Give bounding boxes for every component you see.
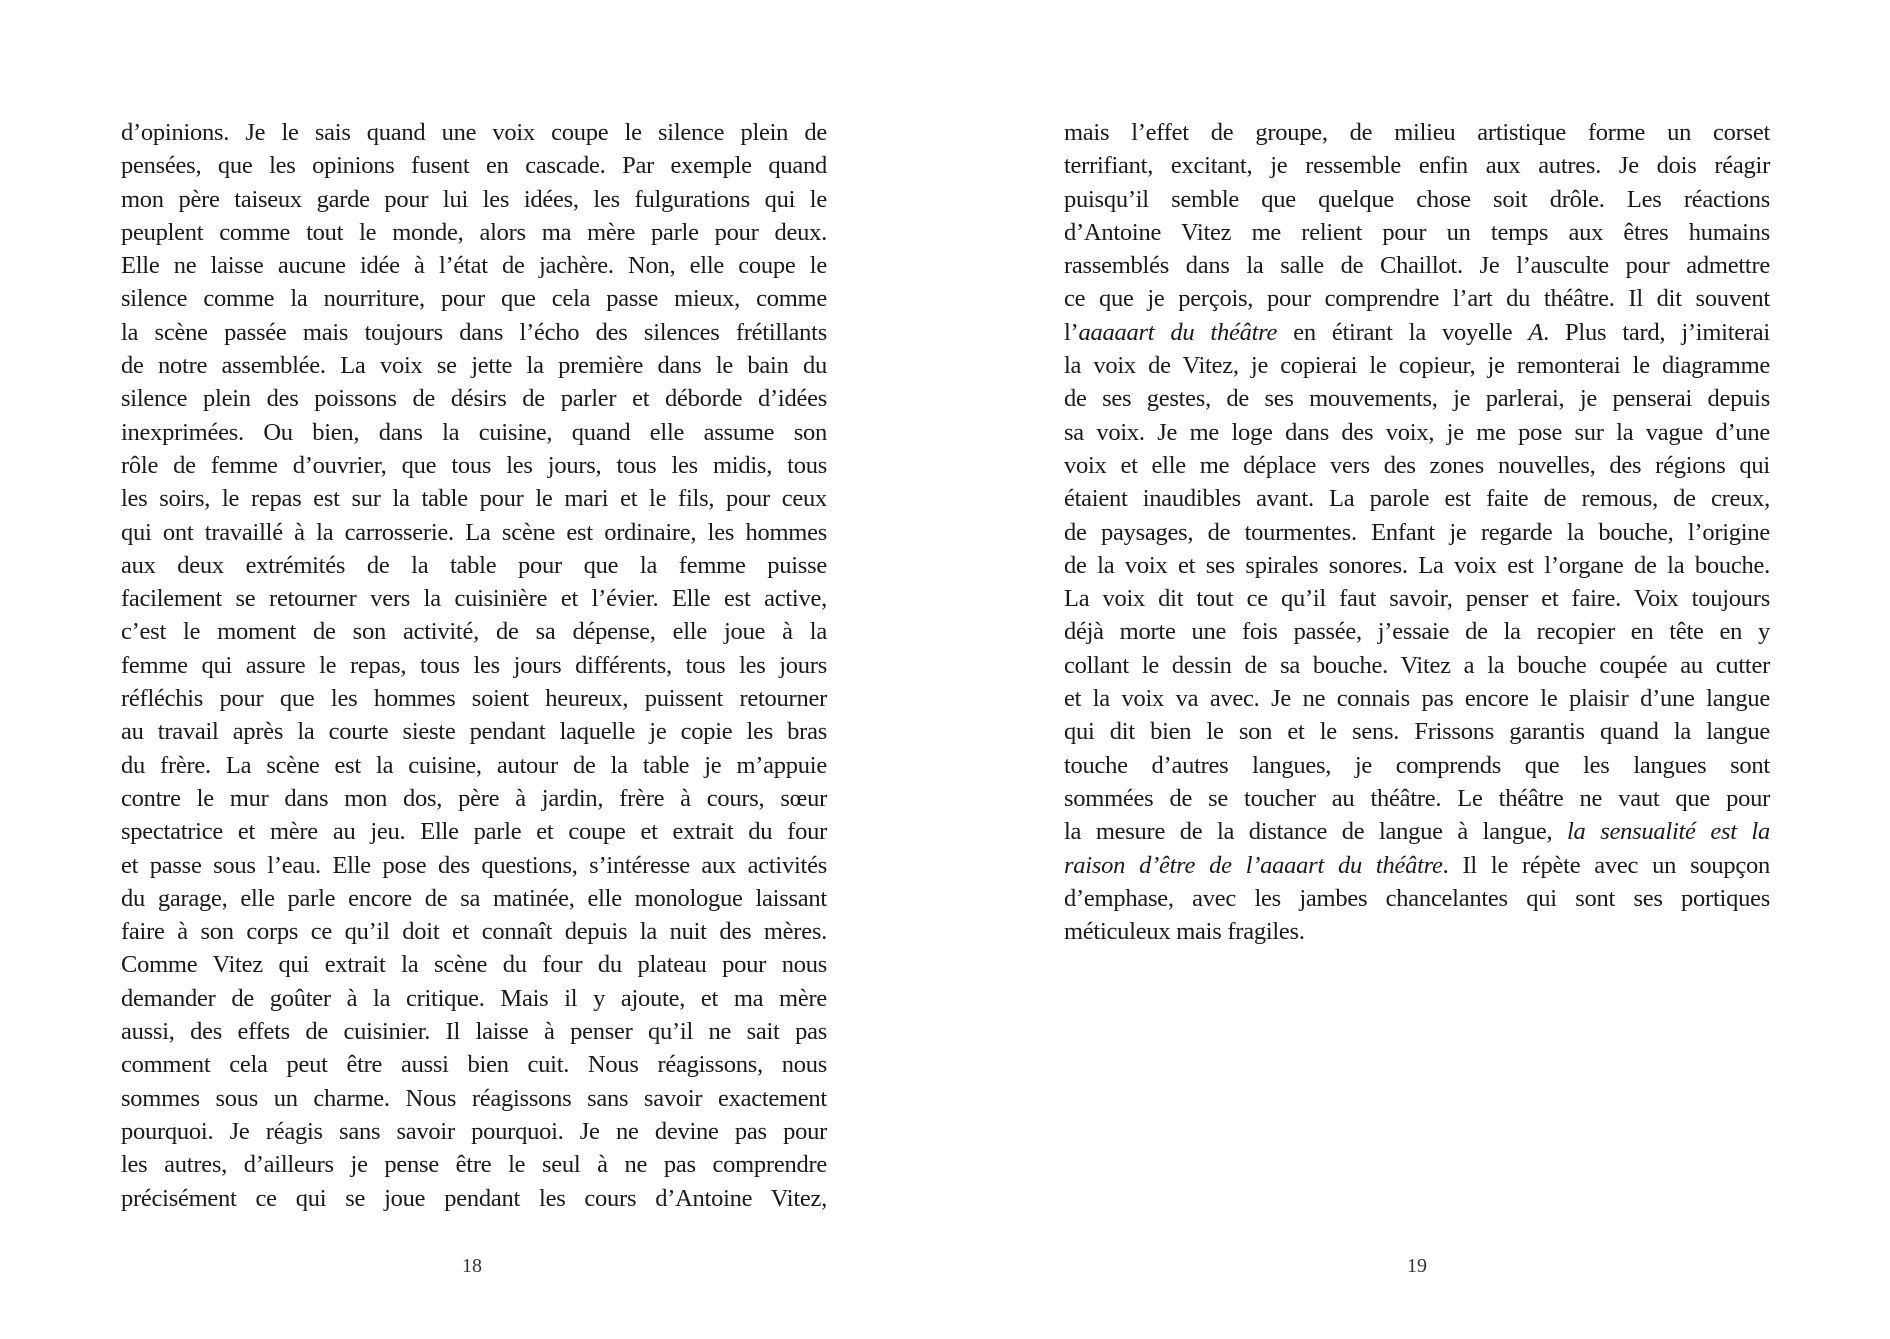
text-line (1064, 615, 1770, 648)
text-line: mon père taiseux garde pour lui les idées, les fulgurations qui le (121, 185, 827, 213)
text-segment: en étirant la voyelle (1277, 318, 1529, 346)
text-line (1064, 549, 1770, 582)
text-line (1064, 682, 1770, 715)
text-line: aux deux extrémités de la table pour que la femme puisse (121, 551, 827, 579)
text-line (1064, 882, 1770, 915)
text-segment: qui dit bien le son et le sens. Frissons garantis quand la langue (1064, 718, 1770, 746)
text-line: contre le mur dans mon dos, père à jardin, frère à cours, sœur (121, 784, 827, 812)
text-line (1064, 149, 1770, 182)
text-line: sommes sous un charme. Nous réagissons sans savoir exactement (121, 1084, 827, 1112)
text-line: pourquoi. Je réagis sans savoir pourquoi. Je ne devine pas pour (121, 1117, 827, 1145)
text-line: c’est le moment de son activité, de sa dépense, elle joue à la (121, 618, 827, 646)
text-line: spectatrice et mère au jeu. Elle parle et coupe et extrait du four (121, 818, 827, 846)
text-line: comment cela peut être aussi bien cuit. Nous réagissons, nous (121, 1051, 827, 1079)
text-line: les autres, d’ailleurs je pense être le seul à ne pas comprendre (121, 1151, 827, 1179)
text-line: faire à son corps ce qu’il doit et connaît depuis la nuit des mères. (121, 918, 827, 946)
page-number-right: 19 (1407, 1255, 1427, 1277)
text-line (1064, 116, 1770, 149)
text-line: facilement se retourner vers la cuisinière et l’évier. Elle est active, (121, 585, 827, 613)
left-page-body-text (121, 116, 827, 1215)
text-segment: sa voix. Je me loge dans des voix, je me pose sur la vague d’une (1064, 418, 1770, 446)
italic-text-segment: A (1528, 318, 1544, 346)
text-line (1064, 216, 1770, 249)
text-line (1064, 582, 1770, 615)
text-line: d’opinions. Je le sais quand une voix coupe le silence plein de (121, 119, 827, 146)
text-line (1064, 183, 1770, 216)
italic-text-segment: la sensualité est la (1567, 818, 1770, 846)
text-line (1064, 749, 1770, 782)
text-line (1064, 482, 1770, 515)
text-segment: terrifiant, excitant, je ressemble enfin aux autres. Je dois réagir (1064, 152, 1770, 180)
text-segment: rassemblés dans la salle de Chaillot. Je l’ausculte pour admettre (1064, 252, 1770, 280)
page-number-left: 18 (462, 1255, 482, 1277)
text-line: pensées, que les opinions fusent en cascade. Par exemple quand (121, 152, 827, 180)
text-segment: collant le dessin de sa bouche. Vitez a la bouche coupée au cutter (1064, 651, 1770, 679)
text-line: silence comme la nourriture, pour que cela passe mieux, comme (121, 285, 827, 313)
text-line: femme qui assure le repas, tous les jours différents, tous les jours (121, 651, 827, 679)
text-segment: de la voix et ses spirales sonores. La voix est l’organe de la bouche. (1064, 551, 1770, 579)
text-line (1064, 449, 1770, 482)
italic-text-segment: raison d’être de l’aaaart du théâtre (1064, 851, 1443, 879)
text-segment: d’Antoine Vitez me relient pour un temps aux êtres humains (1064, 218, 1770, 246)
text-line: rôle de femme d’ouvrier, que tous les jours, tous les midis, tous (121, 451, 827, 479)
text-line (1064, 782, 1770, 815)
text-segment: et la voix va avec. Je ne connais pas encore le plaisir d’une langue (1064, 685, 1770, 713)
text-segment: La voix dit tout ce qu’il faut savoir, penser et faire. Voix toujours (1064, 585, 1770, 613)
italic-text-segment: aaaaart du théâtre (1078, 318, 1278, 346)
text-line: Comme Vitez qui extrait la scène du four du plateau pour nous (121, 951, 827, 979)
text-segment: sommées de se toucher au théâtre. Le théâtre ne vaut que pour (1064, 784, 1770, 812)
text-segment: touche d’autres langues, je comprends que les langues sont (1064, 751, 1770, 779)
text-segment: mais l’effet de groupe, de milieu artistique forme un corset (1064, 119, 1770, 146)
text-line (1064, 416, 1770, 449)
text-line: inexprimées. Ou bien, dans la cuisine, quand elle assume son (121, 418, 827, 446)
text-segment: de ses gestes, de ses mouvements, je parlerai, je penserai depuis (1064, 385, 1770, 413)
text-segment: la mesure de la distance de langue à langue, (1064, 818, 1567, 846)
text-segment: la voix de Vitez, je copierai le copieur, je remonterai le diagramme (1064, 352, 1770, 380)
text-line: Elle ne laisse aucune idée à l’état de jachère. Non, elle coupe le (121, 252, 827, 280)
text-line (1064, 915, 1770, 948)
text-line (1064, 715, 1770, 748)
text-segment: l’ (1064, 318, 1079, 346)
text-line: précisément ce qui se joue pendant les cours d’Antoine Vitez, (121, 1184, 827, 1212)
text-line: silence plein des poissons de désirs de parler et déborde d’idées (121, 385, 827, 413)
right-page-body-text (1064, 116, 1770, 948)
text-line: aussi, des effets de cuisinier. Il laisse à penser qu’il ne sait pas (121, 1018, 827, 1046)
right-page (945, 0, 1890, 1339)
text-line: peuplent comme tout le monde, alors ma mère parle pour deux. (121, 218, 827, 246)
text-line: réfléchis pour que les hommes soient heureux, puissent retourner (121, 685, 827, 713)
text-line: au travail après la courte sieste pendant laquelle je copie les bras (121, 718, 827, 746)
text-segment: voix et elle me déplace vers des zones nouvelles, des régions qui (1064, 451, 1770, 479)
text-line: la scène passée mais toujours dans l’écho des silences frétillants (121, 318, 827, 346)
text-line (1064, 815, 1770, 848)
text-segment: d’emphase, avec les jambes chancelantes qui sont ses portiques (1064, 884, 1770, 912)
text-line (1064, 516, 1770, 549)
text-line: et passe sous l’eau. Elle pose des questions, s’intéresse aux activités (121, 851, 827, 879)
text-line: de notre assemblée. La voix se jette la première dans le bain du (121, 352, 827, 380)
text-segment: méticuleux mais fragiles. (1064, 918, 1305, 946)
text-segment: . Plus tard, j’imiterai (1543, 318, 1770, 346)
text-line (1064, 649, 1770, 682)
text-segment: . Il le répète avec un soupçon (1442, 851, 1770, 879)
text-segment: ce que je perçois, pour comprendre l’art du théâtre. Il dit souvent (1064, 285, 1770, 313)
text-line: du garage, elle parle encore de sa matinée, elle monologue laissant (121, 884, 827, 912)
text-line (1064, 849, 1770, 882)
text-segment: puisqu’il semble que quelque chose soit drôle. Les réactions (1064, 185, 1770, 213)
text-line (1064, 316, 1770, 349)
text-line: les soirs, le repas est sur la table pour le mari et le fils, pour ceux (121, 485, 827, 513)
text-line (1064, 382, 1770, 415)
text-line (1064, 349, 1770, 382)
text-segment: de paysages, de tourmentes. Enfant je regarde la bouche, l’origine (1064, 518, 1770, 546)
text-line: qui ont travaillé à la carrosserie. La scène est ordinaire, les hommes (121, 518, 827, 546)
text-segment: étaient inaudibles avant. La parole est faite de remous, de creux, (1064, 485, 1770, 513)
text-line: demander de goûter à la critique. Mais il y ajoute, et ma mère (121, 984, 827, 1012)
text-line: du frère. La scène est la cuisine, autour de la table je m’appuie (121, 751, 827, 779)
text-line (1064, 249, 1770, 282)
text-segment: déjà morte une fois passée, j’essaie de la recopier en tête en y (1064, 618, 1770, 646)
text-line (1064, 282, 1770, 315)
